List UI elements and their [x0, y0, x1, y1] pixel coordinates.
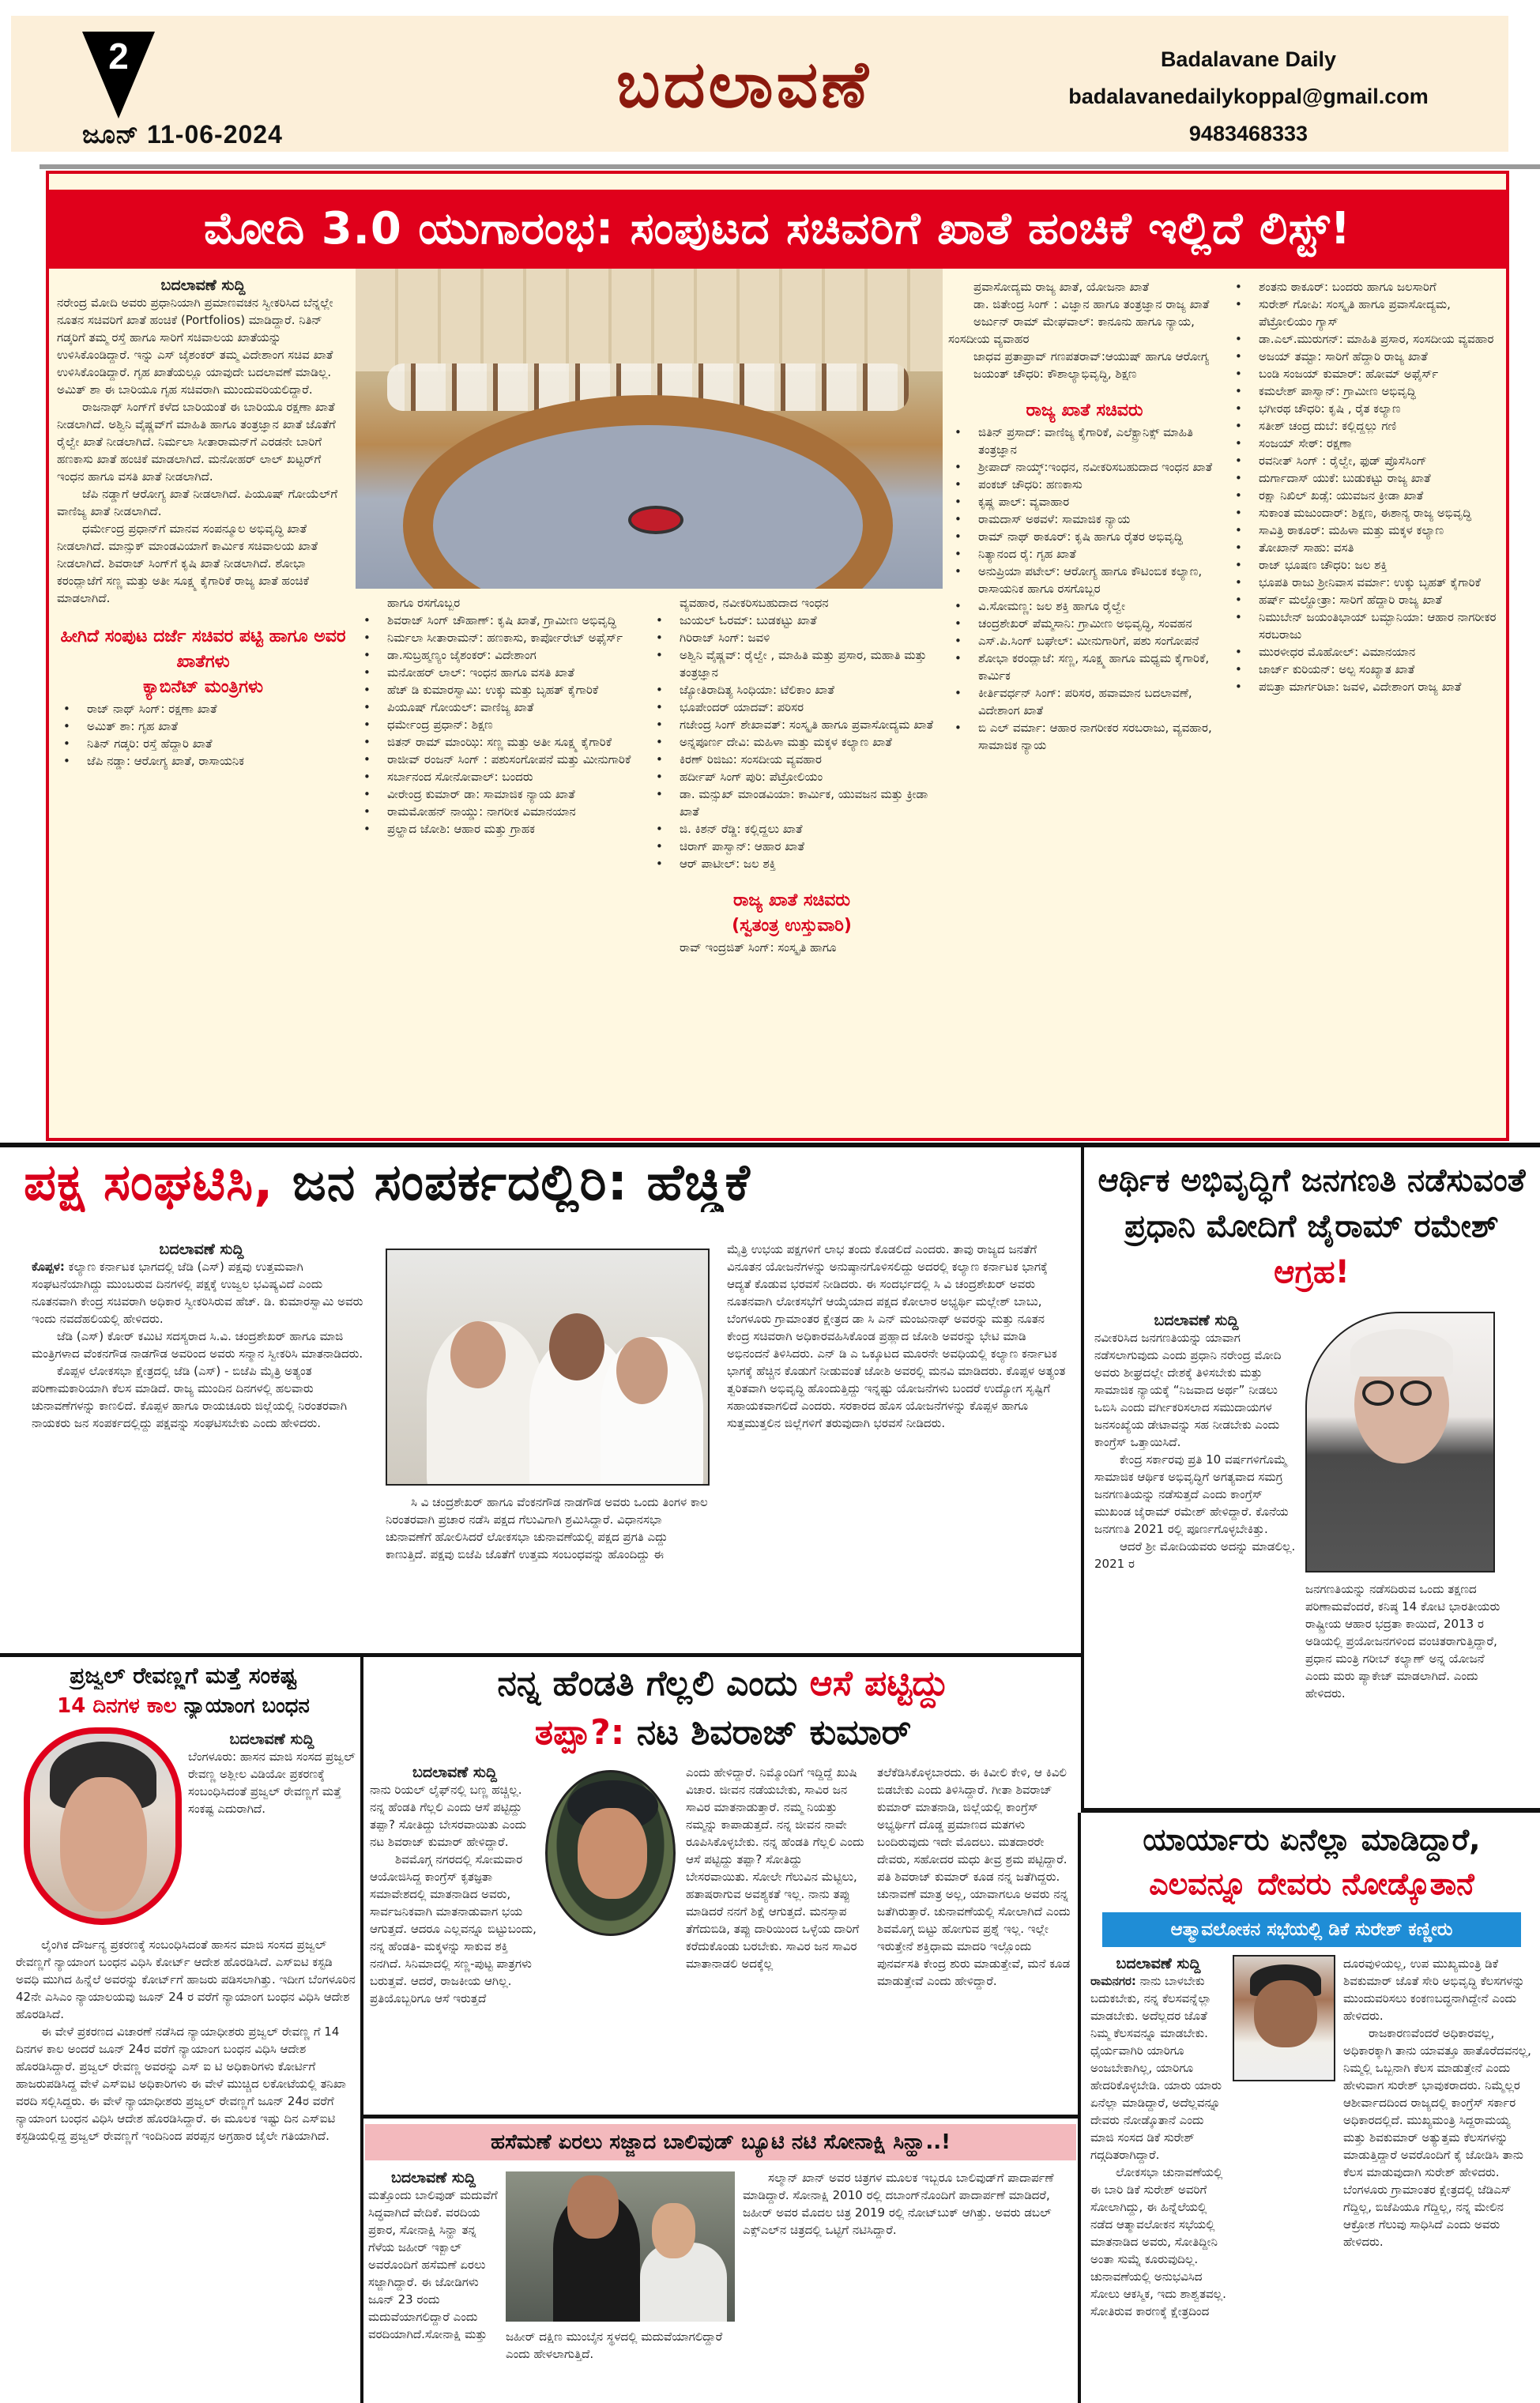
list-item: • ಸತೀಶ್ ಚಂದ್ರ ದುಬೆ: ಕಲ್ಲಿದ್ದಲ್ಲು ಗಣಿ: [1229, 417, 1501, 435]
list-item: • ನಿತಿನ್ ಗಡ್ಕರಿ: ರಸ್ತೆ ಹೆದ್ದಾರಿ ಖಾತೆ: [57, 735, 349, 752]
photo-flower-centerpiece: [628, 506, 683, 534]
list-item: • ಶೋಭಾ ಕರಂದ್ಲಾಜೆ: ಸಣ್ಣ, ಸೂಕ್ಷ್ಮ ಹಾಗೂ ಮಧ್ಯಮ ಕೈಗಾರಿಕೆ, ಕಾರ್ಮಿಕ: [948, 650, 1221, 684]
state-list-1: [948, 424, 1221, 754]
headline-red: 14 ದಿನಗಳ ಕಾಲ: [57, 1694, 177, 1718]
list-item: • ಜೆಪಿ ನಡ್ಡಾ: ಆರೋಗ್ಯ ಖಾತೆ, ರಾಸಾಯನಿಕ: [57, 752, 349, 770]
paragraph: ನವೀಕರಿಸಿದ ಜನಗಣತಿಯನ್ನು ಯಾವಾಗ ನಡೆಸಲಾಗುವುದು ಎಂದು ಪ್ರಧಾನಿ ನರೇಂದ್ರ ಮೋದಿ ಅವರು ಶೀಘ್ರದಲ್ಲೇ ದೇಶಕ್ಕೆ ತಿಳಿಸಬೇಕು ಮತ್ತು ಸಾಮಾಜಿಕ ನ್ಯಾಯಕ್ಕೆ “ನಿಜವಾದ ಅರ್ಥ” ನೀಡಲು ಒಬಿಸಿ ಎಂದು ವರ್ಗೀಕರಿಸಲಾದ ಸಮುದಾಯಗಳ ಜನಸಂಖ್ಯೆಯ ಡೇಟಾವನ್ನು ಸಹ ನೀಡಬೇಕು ಎಂದು ಕಾಂಗ್ರೆಸ್ ಒತ್ತಾಯಿಸಿದೆ.: [1094, 1331, 1282, 1449]
jairam-col-1: [1094, 1312, 1298, 1572]
paragraph: ಶಿವಮೊಗ್ಗ ನಗರದಲ್ಲಿ ಸೋಮವಾರ ಆಯೋಜಿಸಿದ್ದ ಕಾಂಗ್ರೆಸ್ ಕೃತಜ್ಞತಾ ಸಮಾವೇಶದಲ್ಲಿ ಮಾತನಾಡಿದ ಅವರು, ಸಾರ್ವಜನಿಕವಾಗಿ ಮಾತನಾಡುವಾಗ ಭಯ ಆಗುತ್ತದೆ. ಆದರೂ ಎಲ್ಲವನ್ನೂ ಬಿಟ್ಟುಬಂದು, ನನ್ನ ಹೆಂಡತಿ- ಮಕ್ಕಳನ್ನು ಸಾಕುವ ಶಕ್ತಿ ನನಗಿದೆ. ಸಿನಿಮಾದಲ್ಲಿ ಸಣ್ಣ-ಪುಟ್ಟ ಪಾತ್ರಗಳು ಬರುತ್ತವೆ. ಆದರೆ, ರಾಜಕೀಯ ಆಗಿಲ್ಲ. ಪ್ರತಿಯೊಬ್ಬರಿಗೂ ಆಸೆ ಇರುತ್ತದೆ: [370, 1852, 537, 2006]
photo-caption: ಜಹೀರ್ ದಕ್ಷಿಣ ಮುಂಬೈನ ಸ್ಥಳದಲ್ಲಿ ಮದುವೆಯಾಗಲಿದ್ದಾರೆ ಎಂದು ಹೇಳಲಾಗುತ್ತಿದೆ.: [506, 2330, 723, 2361]
dk-suresh-strapline: ಆತ್ಮಾವಲೋಕನ ಸಭೆಯಲ್ಲಿ ಡಿಕೆ ಸುರೇಶ್ ಕಣ್ಣೀರು: [1102, 1912, 1521, 1947]
paragraph: ಜನಗಣತಿಯನ್ನು ನಡೆಸದಿರುವ ಒಂದು ತಕ್ಷಣದ ಪರಿಣಾಮವೆಂದರೆ, ಕನಿಷ್ಠ 14 ಕೋಟಿ ಭಾರತೀಯರು ರಾಷ್ಟ್ರೀಯ ಆಹಾರ ಭದ್ರತಾ ಕಾಯಿದೆ, 2013 ರ ಅಡಿಯಲ್ಲಿ ಪ್ರಯೋಜನಗಳಿಂದ ವಂಚಿತರಾಗುತ್ತಿದ್ದಾರೆ, ಪ್ರಧಾನ ಮಂತ್ರಿ ಗರೀಬ್ ಕಲ್ಯಾಣ್ ಅನ್ನ ಯೋಜನೆ ಎಂದು ಮರು ಪ್ಯಾಕೇಜ್ ಮಾಡಲಾಗಿದೆ. ಎಂದು ಹೇಳಿದರು.: [1305, 1582, 1500, 1701]
byline: ಬದಲಾವಣೆ ಸುದ್ದಿ: [229, 1731, 314, 1748]
paragraph: ಬೆಂಗಳೂರು: ಹಾಸನ ಮಾಜಿ ಸಂಸದ ಪ್ರಜ್ವಲ್ ರೇವಣ್ಣ ಅಶ್ಲೀಲ ವಿಡಿಯೋ ಪ್ರಕರಣಕ್ಕೆ ಸಂಬಂಧಿಸಿದಂತೆ ಪ್ರಜ್ವಲ್ ರೇವಣ್ಣಗೆ ಮತ್ತೆ ಸಂಕಷ್ಟ ಎದುರಾಗಿದೆ.: [188, 1750, 356, 1816]
paragraph: ತಲೆಕೆಡಿಸಿಕೊಳ್ಳಬಾರದು. ಈ ಕಿವೀಲಿ ಕೇಳಿ, ಆ ಕಿವಿಲಿ ಬಿಡಬೇಕು ಎಂದು ತಿಳಿಸಿದ್ದಾರೆ. ಗೀತಾ ಶಿವರಾಜ್ ಕುಮಾರ್ ಮಾತನಾಡಿ, ಜಿಲ್ಲೆಯಲ್ಲಿ ಕಾಂಗ್ರೆಸ್ ಅಭ್ಯರ್ಥಿಗೆ ದೊಡ್ಡ ಪ್ರಮಾಣದ ಮತಗಳು ಬಂದಿರುವುದು ಇದೇ ಮೊದಲು. ಮತದಾರರೇ ದೇವರು, ಸಹೋದರ ಮಧು ತೀವ್ರ ಶ್ರಮ ಪಟ್ಟಿದ್ದಾರೆ. ಪತಿ ಶಿವರಾಜ್ ಕುಮಾರ್ ಕೂಡ ನನ್ನ ಜತೆಗಿದ್ದರು. ಚುನಾವಣೆ ಮಾತ್ರ ಅಲ್ಲ, ಯಾವಾಗಲೂ ಅವರು ನನ್ನ ಜತೆಗಿರುತ್ತಾರೆ. ಚುನಾವಣೆಯಲ್ಲಿ ಸೋಲಾಗಿದೆ ಎಂದು ಶಿವಮೊಗ್ಗ ಬಿಟ್ಟು ಹೋಗುವ ಪ್ರಶ್ನೆ ಇಲ್ಲ. ಇಲ್ಲೇ ಇರುತ್ತೇನೆ ಶಕ್ತಿಧಾಮ ಮಾದರಿ ಇಲ್ಲೊಂದು ಪುನರ್ವಸತಿ ಕೇಂದ್ರ ಶುರು ಮಾಡುತ್ತೇವೆ, ಮನೆ ಕೂಡ ಮಾಡುತ್ತೇವೆ ಎಂದು ಹೇಳಿದ್ದಾರೆ.: [877, 1765, 1071, 1988]
cabinet-col-1: [57, 277, 349, 770]
list-item: • ಸಂಜಯ್ ಸೇಠ್: ರಕ್ಷಣಾ: [1229, 435, 1501, 452]
list-item: • ಜುಯಲ್ ಓರಮ್: ಬುಡಕಟ್ಟು ಖಾತೆ: [650, 612, 934, 629]
list-item: • ಡಾ. ಮನ್ಸುಖ್ ಮಾಂಡವಿಯಾ: ಕಾರ್ಮಿಕ, ಯುವಜನ ಮತ್ತು ಕ್ರೀಡಾ ಖಾತೆ: [650, 785, 934, 820]
list-item: • ಪಬಿತ್ರಾ ಮಾರ್ಗರಿಟಾ: ಜವಳಿ, ವಿದೇಶಾಂಗ ರಾಜ್ಯ ಖಾತೆ: [1229, 678, 1501, 695]
party-col-1: [32, 1241, 371, 1432]
state-heading: ರಾಜ್ಯ ಖಾತೆ ಸಚಿವರು: [1026, 401, 1143, 420]
list-item: • ಧರ್ಮೇಂದ್ರ ಪ್ರಧಾನ್: ಶಿಕ್ಷಣ: [357, 716, 642, 733]
list-item: • ಶಿವರಾಜ್ ಸಿಂಗ್ ಚೌಹಾಣ್: ಕೃಷಿ ಖಾತೆ, ಗ್ರಾಮೀಣ ಅಭಿವೃದ್ಧಿ: [357, 612, 642, 629]
list-item: • ರಾಮ್ ನಾಥ್ ಠಾಕೂರ್: ಕೃಷಿ ಹಾಗೂ ರೈತರ ಅಭಿವೃದ್ಧಿ: [948, 528, 1221, 545]
issue-date: ಜೂನ್ 11-06-2024: [82, 120, 283, 149]
column-divider: [360, 1657, 363, 2403]
jairam-headline: [1090, 1158, 1533, 1295]
photo-hair: [1350, 1329, 1453, 1377]
list-item: • ಗಿರಿರಾಜ್ ಸಿಂಗ್: ಜವಳಿ: [650, 629, 934, 646]
headline-red: ಪಕ್ಷ ಸಂಘಟಿಸಿ,: [24, 1154, 274, 1212]
prajwal-intro: [188, 1731, 356, 1817]
list-item: • ಜಾರ್ಜ್ ಕುರಿಯನ್: ಅಲ್ಪ ಸಂಖ್ಯಾತ ಖಾತೆ: [1229, 661, 1501, 678]
dateline: ಕೊಪ್ಪಳ:: [32, 1260, 65, 1274]
list-item: • ಪಂಕಜ್ ಚೌಧರಿ: ಹಣಕಾಸು: [948, 476, 1221, 493]
list-item: • ಬಂಡಿ ಸಂಜಯ್ ಕುಮಾರ್: ಹೋಮ್ ಅಫೈರ್ಸ್: [1229, 365, 1501, 382]
list-item: • ರಾಜೀವ್ ರಂಜನ್ ಸಿಂಗ್ : ಪಶುಸಂಗೋಪನೆ ಮತ್ತು ಮೀನುಗಾರಿಕೆ: [357, 751, 642, 768]
list-item: • ರಕ್ಷಾ ನಿಖಿಲ್ ಖಡ್ಸೆ: ಯುವಜನ ಕ್ರೀಡಾ ಖಾತೆ: [1229, 487, 1501, 504]
dk-suresh-headline: [1090, 1817, 1533, 1906]
list-item: ಪ್ರವಾಸೋದ್ಯಮ ರಾಜ್ಯ ಖಾತೆ, ಯೋಜನಾ ಖಾತೆ: [973, 280, 1150, 294]
paragraph: ಕಲ್ಯಾಣ ಕರ್ನಾಟಕ ಭಾಗದಲ್ಲಿ ಜೆಡಿ (ಎಸ್) ಪಕ್ಷವು ಉತ್ತಮವಾಗಿ ಸಂಘಟನೆಯಾಗಿದ್ದು ಮುಂಬರುವ ದಿನಗಳಲ್ಲಿ ಪಕ್ಷಕ್ಕೆ ಉಜ್ವಲ ಭವಿಷ್ಯವಿದೆ ಎಂದು ನೂತನವಾಗಿ ಕೇಂದ್ರ ಸಚಿವರಾಗಿ ಅಧಿಕಾರ ಸ್ವೀಕರಿಸಿರುವ ಹೆಚ್. ಡಿ. ಕುಮಾರಸ್ವಾಮಿ ಅವರು ಇಂದು ನವದೆಹಲಿಯಲ್ಲಿ ಹೇಳಿದರು.: [32, 1260, 363, 1326]
cabinet-headline: ಮೋದಿ 3.0 ಯುಗಾರಂಭ: ಸಂಪುಟದ ಸಚಿವರಿಗೆ ಖಾತೆ ಹಂಚಿಕೆ ಇಲ್ಲಿದೆ ಲಿಸ್ಟ್!: [47, 190, 1508, 269]
contact-email[interactable]: badalavanedailykoppal@gmail.com: [1068, 85, 1429, 108]
column-divider: [1081, 1147, 1084, 1811]
list-continuation: ಹಾಗೂ ರಸಗೊಬ್ಬರ: [387, 596, 461, 610]
shivraj-col-3: [877, 1764, 1075, 1990]
column-divider: [1078, 1813, 1081, 2403]
list-item: • ಗಜೇಂದ್ರ ಸಿಂಗ್ ಶೇಖಾವತ್: ಸಂಸ್ಕೃತಿ ಹಾಗೂ ಪ್ರವಾಸೋದ್ಯಮ ಖಾತೆ: [650, 716, 934, 733]
cabinet-list-2: [357, 612, 642, 838]
photo-face: [616, 1337, 668, 1404]
list-item: • ಅನ್ನಪೂರ್ಣ ದೇವಿ: ಮಹಿಳಾ ಮತ್ತು ಮಕ್ಕಳ ಕಲ್ಯಾಣ ಖಾತೆ: [650, 733, 934, 751]
party-headline: [24, 1154, 1075, 1212]
newspaper-logo: ಬದಲಾವಣೆ: [616, 47, 872, 122]
list-item: • ಅಶ್ವಿನಿ ವೈಷ್ಣವ್: ರೈಲ್ವೇ , ಮಾಹಿತಿ ಮತ್ತು ಪ್ರಸಾರ, ಮಹಾತಿ ಮತ್ತು ತಂತ್ರಜ್ಞಾನ: [650, 646, 934, 681]
byline: ಬದಲಾವಣೆ ಸುದ್ದಿ: [412, 1764, 497, 1781]
section-divider: [0, 1653, 1081, 1657]
paragraph: ಮೈತ್ರಿ ಉಭಯ ಪಕ್ಷಗಳಿಗೆ ಲಾಭ ತಂದು ಕೊಡಲಿದೆ ಎಂದರು. ತಾವು ರಾಜ್ಯದ ಜನತೆಗೆ ವಿನೂತನ ಯೋಜನೆಗಳನ್ನು ಅನುಷ್ಠಾನಗೊಳಿಸಲಿದ್ದು ಅದರಲ್ಲಿ ಕಲ್ಯಾಣ ಕರ್ನಾಟಕ ಭಾಗಕ್ಕೆ ಆದ್ಯತೆ ಕೊಡುವ ಭರವಸೆ ನೀಡಿದರು. ಈ ಸಂದರ್ಭದಲ್ಲಿ ಸಿ ವಿ ಚಂದ್ರಶೇಖರ್ ಅವರು ನೂತನವಾಗಿ ಲೋಕಸಭೆಗೆ ಆಯ್ಕೆಯಾದ ಪಕ್ಷದ ಕೋಲಾರ ಅಭ್ಯರ್ಥಿ ಮಲ್ಲೇಶ್ ಬಾಬು, ಬೆಂಗಳೂರು ಗ್ರಾಮಾಂತರ ಕ್ಷೇತ್ರದ ಡಾ ಸಿ ಎನ್ ಮಂಜುನಾಥ್ ಅವರನ್ನು ಮತ್ತು ನೂತನ ಕೇಂದ್ರ ಸಚಿವರಾಗಿ ಅಧಿಕಾರವಹಿಸಿಕೊಂಡ ಪ್ರಹ್ಲಾದ ಜೋಶಿ ಅವರನ್ನು ಭೇಟಿ ಮಾಡಿ ಅಭಿನಂದನೆ ತಿಳಿಸಿದರು. ಎನ್ ಡಿ ಎ ಒಕ್ಕೂಟದ ಮೂರನೇ ಅವಧಿಯಲ್ಲಿ ಕಲ್ಯಾಣ ಕರ್ನಾಟಕ ಭಾಗಕ್ಕೆ ಹೆಚ್ಚಿನ ಕೊಡುಗೆ ನೀಡುವಂತೆ ಜೋಶಿ ಅವರಲ್ಲಿ ಮನವಿ ಮಾಡಿದರು. ಕೊಪ್ಪಳ ಅತ್ಯಂತ ತ್ವರಿತವಾಗಿ ಅಭಿವೃದ್ಧಿ ಹೊಂದುತ್ತಿದ್ದು ಇನ್ನಷ್ಟು ಯೋಜನೆಗಳು ಬಂದರೆ ಉದ್ಯೋಗ ಸೃಷ್ಟಿಗೆ ಸಹಾಯಕವಾಗಲಿದೆ ಎಂದರು. ಸರಕಾರದ ಹೊಸ ಯೋಜನೆಗಳನ್ನು ಕೊಪ್ಪಳ ಹಾಗೂ ಸುತ್ತಮುತ್ತಲಿನ ಜಿಲ್ಲೆಗಳಿಗೆ ತರುವುದಾಗಿ ಭರವಸೆ ನೀಡಿದರು.: [727, 1242, 1066, 1430]
section-divider: [1081, 1808, 1540, 1813]
prajwal-headline: ಪ್ರಜ್ವಲ್ ರೇವಣ್ಣಗೆ ಮತ್ತೆ ಸಂಕಷ್ಟ: [70, 1663, 297, 1689]
list-item: • ರಾಜ್ ನಾಥ್ ಸಿಂಗ್: ರಕ್ಷಣಾ ಖಾತೆ: [57, 700, 349, 718]
list-item: • ದುರ್ಗಾದಾಸ್ ಯುಕೆ: ಬುಡುಕಟ್ಟು ರಾಜ್ಯ ಖಾತೆ: [1229, 469, 1501, 487]
prajwal-subheadline: [11, 1694, 356, 1719]
headline-black: ಜನ ಸಂಪರ್ಕದಲ್ಲಿರಿ: ಹೆಚ್ಡಿಕೆ: [292, 1154, 751, 1212]
cabinet-meeting-photo: [356, 269, 943, 589]
photo-face: [567, 2175, 619, 2239]
cabinet-heading: ಕ್ಯಾಬಿನೆಟ್ ಮಂತ್ರಿಗಳು: [143, 677, 263, 697]
headline-black: ನಟ ಶಿವರಾಜ್ ಕುಮಾರ್: [636, 1712, 912, 1753]
prajwal-revanna-photo: [24, 1727, 182, 1925]
headline-black: ನನ್ನ ಹೆಂಡತಿ ಗೆಲ್ಲಲಿ ಎಂದು: [497, 1663, 798, 1704]
list-item: • ರಾಮಮೋಹನ್ ನಾಯ್ಡು: ನಾಗರೀಕ ವಿಮಾನಯಾನ: [357, 803, 642, 820]
shivraj-kumar-photo: [545, 1770, 676, 1936]
paragraph: ಧರ್ಮೇಂದ್ರ ಪ್ರಧಾನ್‌ಗೆ ಮಾನವ ಸಂಪನ್ಮೂಲ ಅಭಿವೃದ್ಧಿ ಖಾತೆ ನೀಡಲಾಗಿದೆ. ಮಾನ್ಸುಕ್ ಮಾಂಡವಿಯಾಗೆ ಕಾರ್ಮಿಕ ಸಚಿವಾಲಯ ಖಾತೆ ನೀಡಲಾಗಿದೆ. ಶಿವರಾಜ್ ಸಿಂಗ್‌ಗೆ ಕೃಷಿ ಖಾತೆ ನೀಡಲಾಗಿದೆ. ಶೋಭಾ ಕರಂದ್ಲಾಜೆಗೆ ಸಣ್ಣ ಮತ್ತು ಅತೀ ಸೂಕ್ಷ್ಮ ಕೈಗಾರಿಕೆ ರಾಜ್ಯ ಖಾತೆ ಹಂಚಿಕೆ ಮಾಡಲಾಗಿದೆ.: [57, 522, 318, 605]
headline-red: ಆಗ್ರಹ!: [1274, 1254, 1350, 1290]
headline-black: ನ್ಯಾಯಾಂಗ ಬಂಧನ: [183, 1694, 310, 1718]
list-item: • ಜಿತಿನ್ ಪ್ರಸಾದ್: ವಾಣಿಜ್ಯ ಕೈಗಾರಿಕೆ, ಎಲೆಕ್ಟ್ರಾನಿಕ್ಸ್ ಮಾಹಿತಿ ತಂತ್ರಜ್ಞಾನ: [948, 424, 1221, 458]
list-item: • ರಾಮದಾಸ್ ಅಠವಳೆ: ಸಾಮಾಜಿಕ ನ್ಯಾಯ: [948, 510, 1221, 528]
header-divider: [40, 164, 1540, 169]
contact-phone: 9483468333: [1188, 122, 1308, 145]
paragraph: ಈ ವೇಳೆ ಪ್ರಕರಣದ ವಿಚಾರಣೆ ನಡೆಸಿದ ನ್ಯಾಯಾಧೀಶರು ಪ್ರಜ್ವಲ್ ರೇವಣ್ಣ ಗೆ 14 ದಿನಗಳ ಕಾಲ ಅಂದರೆ ಜೂನ್ 24ರ ವರೆಗೆ ನ್ಯಾಯಾಂಗ ಬಂಧನ ವಿಧಿಸಿ ಆದೇಶ ಹೊರಡಿಸಿದ್ದಾರೆ. ಪ್ರಜ್ವಲ್ ರೇವಣ್ಣ ಅವರನ್ನು ಎಸ್ ಐ ಟಿ ಅಧಿಕಾರಿಗಳು ಕೋರ್ಟಿಗೆ ಹಾಜರುಪಡಿಸಿದ್ದ ವೇಳೆ ಎಸ್‌ಐಟಿ ಅಧಿಕಾರಿಗಳು ಈ ವೇಳೆ ಮುಚ್ಚಿದ ಲಕೋಟೆಯಲ್ಲಿ ತನಿಖಾ ವರದಿ ಸಲ್ಲಿಸಿದ್ದರು. ಈ ವೇಳೆ ನ್ಯಾಯಾಧೀಶರು ಪ್ರಜ್ವಲ್ ರೇವಣ್ಣಗೆ ಜೂನ್ 24ರ ವರೆಗೆ ನ್ಯಾಯಾಂಗ ಬಂಧನ ವಿಧಿಸಿ ಆದೇಶ ಹೊರಡಿಸಿದ್ದಾರೆ. ಈ ಮೂಲಕ ಇಷ್ಟು ದಿನ ಎಸ್‌ಐಟಿ ಕಸ್ಟಡಿಯಲ್ಲಿದ್ದ ಪ್ರಜ್ವಲ್ ರೇವಣ್ಣಗೆ ಇಂದಿನಿಂದ ಪರಪ್ಪನ ಅಗ್ರಹಾರ ಜೈಲೇ ಗತಿಯಾಗಿದೆ.: [16, 2024, 346, 2143]
list-item: • ಅನುಪ್ರಿಯಾ ಪಟೇಲ್: ಆರೋಗ್ಯ ಹಾಗೂ ಕೌಟಿಂಬಿಕ ಕಲ್ಯಾಣ, ರಾಸಾಯನಿಕ ಹಾಗೂ ರಸಗೊಬ್ಬರ: [948, 563, 1221, 597]
sonakshi-col-2: [506, 2328, 735, 2363]
dateline: ರಾಮನಗರ:: [1090, 1974, 1136, 1988]
dk-suresh-photo: [1233, 1955, 1335, 2081]
photo-face: [578, 1808, 647, 1899]
photo-glasses: [1362, 1380, 1394, 1406]
list-item: • ಡಾ.ಸುಬ್ರಹ್ಮಣ್ಯಂ ಜೈಶಂಕರ್: ವಿದೇಶಾಂಗ: [357, 646, 642, 664]
list-item: • ಆರ್ ಪಾಟೀಲ್: ಜಲ ಶಕ್ತಿ: [650, 855, 934, 872]
section-divider: [0, 1143, 1540, 1147]
cabinet-col-4: [948, 278, 1221, 754]
list-item: • ಮನೋಹರ್ ಲಾಲ್: ಇಂಧನ ಹಾಗೂ ವಸತಿ ಖಾತೆ: [357, 664, 642, 681]
page-number: 2: [108, 36, 129, 77]
sonakshi-zaheer-photo: [506, 2171, 735, 2322]
section-divider: [360, 2115, 1079, 2119]
list-item: • ಬಿ ಎಲ್ ವರ್ಮಾ: ಆಹಾರ ನಾಗರೀಕರ ಸರಬರಾಜು, ವ್ಯವಹಾರ, ಸಾಮಾಜಿಕ ನ್ಯಾಯ: [948, 719, 1221, 754]
photo-face: [60, 1777, 147, 1911]
paragraph: ಲೋಕಸಭಾ ಚುನಾವಣೆಯಲ್ಲಿ ಈ ಬಾರಿ ಡಿಕೆ ಸುರೇಶ್ ಅವರಿಗೆ ಸೋಲಾಗಿದ್ದು, ಈ ಹಿನ್ನೆಲೆಯಲ್ಲಿ ನಡೆದ ಆತ್ಮಾವಲೋಕನ ಸಭೆಯಲ್ಲಿ ಮಾತನಾಡಿದ ಅವರು, ಸೋತಿದ್ದೀನಿ ಅಂತಾ ಸುಮ್ನೆ ಕೂರುವುದಿಲ್ಲ. ಚುನಾವಣೆಯಲ್ಲಿ ಅನುಭವಿಸಿದ ಸೋಲು ಆಕಸ್ಮಿಕ, ಇದು ಶಾಶ್ವತವಲ್ಲ. ಸೋತಿರುವ ಕಾರಣಕ್ಕೆ ಕ್ಷೇತ್ರದಿಂದ: [1090, 2165, 1226, 2318]
paragraph: ಜೆಪಿ ನಡ್ಡಾಗೆ ಆರೋಗ್ಯ ಖಾತೆ ನೀಡಲಾಗಿದೆ. ಪಿಯೂಷ್ ಗೋಯೆಲ್‌ಗೆ ವಾಣಿಜ್ಯ ಖಾತೆ ನೀಡಲಾಗಿದೆ.: [57, 487, 338, 518]
prajwal-body: [16, 1936, 356, 2145]
photo-face: [1254, 1980, 1317, 2047]
list-item: • ಎಸ್.ಪಿ.ಸಿಂಗ್ ಬಘೇಲ್: ಮೀನುಗಾರಿಗೆ, ಪಶು ಸಂಗೋಪನೆ: [948, 632, 1221, 650]
list-item: • ಚಿರಾಗ್ ಪಾಸ್ವಾನ್: ಆಹಾರ ಖಾತೆ: [650, 838, 934, 855]
paragraph: ಸಲ್ಮಾನ್ ಖಾನ್ ಅವರ ಚಿತ್ರಗಳ ಮೂಲಕ ಇಬ್ಬರೂ ಬಾಲಿವುಡ್‌ಗೆ ಪಾದಾರ್ಪಣೆ ಮಾಡಿದ್ದಾರೆ. ಸೋನಾಕ್ಷಿ 2010 ರಲ್ಲಿ ದಬಾಂಗ್‌ನೊಂದಿಗೆ ಪಾದಾರ್ಪಣೆ ಮಾಡಿದರೆ, ಜಹೀರ್ ಅವರ ಮೊದಲ ಚಿತ್ರ 2019 ರಲ್ಲಿ ನೋಟ್‌ಬುಕ್ ಆಗಿತ್ತು. ಅವರು ಡಬಲ್ ಎಕ್ಸ್‌ಎಲ್‌ನ ಚಿತ್ರದಲ್ಲಿ ಒಟ್ಟಿಗೆ ನಟಿಸಿದ್ದಾರೆ.: [743, 2171, 1054, 2237]
state-list-2: [1229, 278, 1501, 695]
party-col-3: [727, 1241, 1071, 1432]
list-item: • ನಿತ್ಯಾನಂದ ರೈ: ಗೃಹ ಖಾತೆ: [948, 545, 1221, 563]
jairam-ramesh-photo: [1305, 1312, 1495, 1572]
list-item: • ರಾಜ್ ಭೂಷಣ ಚೌಧರಿ: ಜಲ ಶಕ್ತಿ: [1229, 556, 1501, 574]
list-item: • ಭೂಪೇಂದರ್ ಯಾದವ್: ಪರಿಸರ: [650, 699, 934, 716]
list-item: • ನಿರ್ಮಲಾ ಸೀತಾರಾಮನ್: ಹಣಕಾಸು, ಕಾರ್ಪೋರೇಟ್ ಅಫೈರ್ಸ್: [357, 629, 642, 646]
contact-block: [1051, 41, 1446, 153]
jairam-col-2: [1305, 1580, 1503, 1702]
shivraj-col-1: [370, 1764, 540, 2007]
list-item: • ಚಂದ್ರಶೇಖರ್ ಪೆಮ್ಮಸಾನಿ: ಗ್ರಾಮೀಣ ಅಭಿವೃದ್ಧಿ, ಸಂವಹನ: [948, 615, 1221, 632]
list-heading: ಹೀಗಿದೆ ಸಂಪುಟ ದರ್ಜೆ ಸಚಿವರ ಪಟ್ಟಿ ಹಾಗೂ ಅವರ ಖಾತೆಗಳು: [60, 627, 346, 672]
list-item: • ಅಜಯ್ ತಮ್ಟಾ: ಸಾರಿಗೆ ಹೆದ್ದಾರಿ ರಾಜ್ಯ ಖಾತೆ: [1229, 348, 1501, 365]
shivraj-col-2: [686, 1764, 868, 1972]
paragraph: ಆದರೆ ಶ್ರೀ ಮೋದಿಯವರು ಅದನ್ನು ಮಾಡಲಿಲ್ಲ. 2021 ರ: [1094, 1539, 1296, 1571]
photo-round-table: [403, 395, 893, 589]
list-item: ಅರ್ಜುನ್ ರಾಮ್ ಮೇಘವಾಲ್: ಕಾನೂನು ಹಾಗೂ ನ್ಯಾಯ, ಸಂಸದೀಯ ವ್ಯವಾಹರ: [948, 314, 1195, 346]
photo-face: [549, 1313, 604, 1380]
list-item: • ಸಾವಿತ್ರಿ ಠಾಕೂರ್: ಮಹಿಳಾ ಮತ್ತು ಮಕ್ಕಳ ಕಲ್ಯಾಣ: [1229, 522, 1501, 539]
list-item: ಜಯಂತ್ ಚೌಧರಿ: ಕೌಶಾಲ್ಯಾಭಿವೃದ್ಧಿ, ಶಿಕ್ಷಣ: [973, 367, 1137, 381]
publication-name: Badalavane Daily: [1160, 47, 1337, 71]
independent-heading: ರಾಜ್ಯ ಖಾತೆ ಸಚಿವರು: [732, 891, 851, 910]
list-item: ರಾವ್ ಇಂದ್ರಜಿತ್ ಸಿಂಗ್: ಸಂಸ್ಕೃತಿ ಹಾಗೂ: [680, 940, 837, 955]
paragraph: ನಾನು ಬಾಳಬೇಕು ಬದುಕಬೇಕು, ನನ್ನ ಕೆಲಸವನ್ನೆಲ್ಲಾ ಮಾಡಬೇಕು. ಅದೆಲ್ಲದರ ಜೊತೆ ನಿಮ್ಮ ಕೆಲಸವನ್ನೂ ಮಾಡಬೇಕು. ಧೈರ್ಯವಾಗಿರಿ ಯಾರಿಗೂ ಅಂಜಬೇಕಾಗಿಲ್ಲ, ಯಾರಿಗೂ ಹೇದರಿಕೊಳ್ಳಬೇಡಿ. ಯಾರು ಯಾರು ಏನೆಲ್ಲಾ ಮಾಡಿದ್ದಾರೆ, ಅದೆಲ್ಲವನ್ನೂ ದೇವರು ನೋಡ್ಕೊತಾನೆ ಎಂದು ಮಾಜಿ ಸಂಸದ ಡಿಕೆ ಸುರೇಶ್ ಗದ್ಗದಿತರಾಗಿದ್ದಾರೆ.: [1090, 1974, 1222, 2162]
byline: ಬದಲಾವಣೆ ಸುದ್ದಿ: [159, 1241, 244, 1258]
sonakshi-headline: ಹಸೆಮಣೆ ಏರಲು ಸಜ್ಜಾದ ಬಾಲಿವುಡ್ ಬ್ಯೂಟಿ ನಟಿ ಸೋನಾಕ್ಷಿ ಸಿನ್ಹಾ..!: [365, 2124, 1076, 2160]
list-item: • ಜ್ಯೋತಿರಾದಿತ್ಯ ಸಿಂಧಿಯಾ: ಟೆಲಿಕಾಂ ಖಾತೆ: [650, 681, 934, 699]
byline: ಬದಲಾವಣೆ ಸುದ್ದಿ: [1154, 1312, 1239, 1329]
list-item: • ಪ್ರಲ್ಹಾದ ಜೋಶಿ: ಆಹಾರ ಮತ್ತು ಗ್ರಾಹಕ: [357, 820, 642, 838]
paragraph: ಕೇಂದ್ರ ಸರ್ಕಾರವು ಪ್ರತಿ 10 ವರ್ಷಗಳಿಗೊಮ್ಮೆ ಸಾಮಾಜಿಕ ಆರ್ಥಿಕ ಅಭಿವೃದ್ಧಿಗೆ ಅಗತ್ಯವಾದ ಸಮಗ್ರ ಜನಗಣತಿಯನ್ನು ನಡೆಸುತ್ತದೆ ಎಂದು ಕಾಂಗ್ರೆಸ್ ಮುಖಂಡ ಜೈರಾಮ್ ರಮೇಶ್ ಹೇಳಿದ್ದಾರೆ. ಕೊನೆಯ ಜನಗಣತಿ 2021 ರಲ್ಲಿ ಪೂರ್ಣಗೊಳ್ಳಬೇಕಿತ್ತು.: [1094, 1452, 1289, 1536]
list-item: • ಕೃಷ್ಣ ಪಾಲ್: ವ್ಯವಾಹಾರ: [948, 493, 1221, 510]
list-item: • ಭಗೀರಥ ಚೌಧರಿ: ಕೃಷಿ , ರೈತ ಕಲ್ಯಾಣ: [1229, 400, 1501, 417]
list-item: ಜಾಧವ ಪ್ರತಾಪ್ರಾವ್ ಗಣಪತರಾವ್:ಆಯುಷ್ ಹಾಗೂ ಆರೋಗ್ಯ: [973, 349, 1210, 363]
independent-subheading: (ಸ್ವತಂತ್ರ ಉಸ್ತುವಾರಿ): [732, 916, 852, 936]
list-item: • ಕಮಲೇಶ್ ಪಾಸ್ವಾನ್: ಗ್ರಾಮೀಣ ಅಭಿವೃದ್ಧಿ: [1229, 382, 1501, 400]
list-item: • ಭೂಪತಿ ರಾಜು ಶ್ರೀನಿವಾಸ ವರ್ಮಾ: ಉಕ್ಕು ಬೃಹತ್ ಕೈಗಾರಿಕೆ: [1229, 574, 1501, 591]
headline-black: ಆರ್ಥಿಕ ಅಭಿವೃದ್ಧಿಗೆ ಜನಗಣತಿ ನಡೆಸುವಂತೆ ಪ್ರಧಾನಿ ಮೋದಿಗೆ ಜೈರಾಮ್ ರಮೇಶ್: [1098, 1162, 1526, 1245]
dk-suresh-col-2: [1343, 1955, 1533, 2250]
list-item: • ಸುರೇಶ್ ಗೋಪಿ: ಸಂಸ್ಕೃತಿ ಹಾಗೂ ಪ್ರವಾಸೋದ್ಯಮ, ಪೆಟ್ರೋಲಿಯಂ ಗ್ಯಾಸ್: [1229, 296, 1501, 330]
photo-caption: ಸಿ ವಿ ಚಂದ್ರಶೇಖರ್ ಹಾಗೂ ವೆಂಕನಗೌಡ ನಾಡಗೌಡ ಅವರು ಒಂದು ತಿಂಗಳ ಕಾಲ ನಿರಂತರವಾಗಿ ಪ್ರಚಾರ ನಡೆಸಿ ಪಕ್ಷದ ಗೆಲುವಿಗಾಗಿ ಶ್ರಮಿಸಿದ್ದಾರೆ. ವಿಧಾನಸಭಾ ಚುನಾವಣೆಗೆ ಹೋಲಿಸಿದರೆ ಲೋಕಸಭಾ ಚುನಾವಣೆಯಲ್ಲಿ ಪಕ್ಷದ ಪ್ರಗತಿ ಎದ್ದು ಕಾಣುತ್ತಿದೆ. ಪಕ್ಷವು ಬಿಜೆಪಿ ಜೊತೆಗೆ ಉತ್ತಮ ಸಂಬಂಧವನ್ನು ಹೊಂದಿದ್ದು ಈ: [386, 1495, 708, 1561]
list-item: • ಸರ್ಬಾನಂದ ಸೋನೋವಾಲ್: ಬಂದರು: [357, 768, 642, 785]
list-item: • ಹರ್ದೀಪ್ ಸಿಂಗ್ ಪುರಿ: ಪೆಟ್ರೋಲಿಯಂ: [650, 768, 934, 785]
headline-red: ಎಲವನ್ನೂ ದೇವರು ನೋಡ್ಕೊತಾನೆ: [1149, 1866, 1474, 1901]
photo-wall-panels: [356, 269, 943, 371]
list-item: • ಜಿ. ಕಿಶನ್ ರೆಡ್ಡಿ: ಕಲ್ಲಿದ್ದಲು ಖಾತೆ: [650, 820, 934, 838]
headline-red: ಆಸೆ ಪಟ್ಟಿದ್ದು: [809, 1663, 949, 1704]
list-continuation: ವ್ಯವಹಾರ, ನವೀಕರಿಸಬಹುದಾದ ಇಂಧನ: [680, 596, 829, 610]
list-item: • ಜಿತನ್ ರಾಮ್ ಮಾಂಝಿ: ಸಣ್ಣ ಮತ್ತು ಅತೀ ಸೂಕ್ಷ್ಮ ಕೈಗಾರಿಕೆ: [357, 733, 642, 751]
paragraph: ದೂರವುಳಿಯಲ್ಲ, ಉಪ ಮುಖ್ಯಮಂತ್ರಿ ಡಿಕೆ ಶಿವಕುಮಾರ್ ಜೊತೆ ಸೇರಿ ಅಭಿವೃದ್ಧಿ ಕೆಲಸಗಳನ್ನು ಮುಂದುವರಿಸಲು ಕಂಕಣಬದ್ಧನಾಗಿದ್ದೇನೆ ಎಂದು ಹೇಳಿದರು.: [1343, 1957, 1525, 2023]
cabinet-col-2: [357, 594, 642, 838]
list-item: • ತೋಖಾನ್ ಸಾಹು: ವಸತಿ: [1229, 539, 1501, 556]
list-item: • ವೀರೇಂದ್ರ ಕುಮಾರ್ ಡಾ: ಸಾಮಾಜಿಕ ನ್ಯಾಯ ಖಾತೆ: [357, 785, 642, 803]
list-item: • ಹರ್ಷ್ ಮಲ್ಹೋತ್ರಾ: ಸಾರಿಗೆ ಹೆದ್ದಾರಿ ರಾಜ್ಯ ಖಾತೆ: [1229, 591, 1501, 608]
byline: ಬದಲಾವಣೆ ಸುದ್ದಿ: [391, 2169, 476, 2186]
paragraph: ಎಂದು ಹೇಳಿದ್ದಾರೆ. ನಿಮ್ಮೊಂದಿಗೆ ಇದ್ದಿದ್ದೆ ಖುಷಿ ವಿಚಾರ. ಜೀವನ ನಡೆಯಬೇಕು, ಸಾವಿರ ಜನ ಸಾವಿರ ಮಾತನಾಡುತ್ತಾರೆ. ನಮ್ಮ ನಿಯತ್ತು ನಮ್ಮನ್ನು ಕಾಪಾಡುತ್ತದೆ. ನನ್ನ ಜೀವನ ನಾವೇ ರೂಪಿಸಿಕೊಳ್ಳಬೇಕು. ನನ್ನ ಹೆಂಡತಿ ಗೆಲ್ಲಲಿ ಎಂದು ಆಸೆ ಪಟ್ಟಿದ್ದು ತಪ್ಪಾ? ಸೋತಿದ್ದು ಬೇಸರವಾಯಿತು. ಸೋಲೇ ಗೆಲುವಿನ ಮೆಟ್ಟಿಲು, ಹತಾಷರಾಗುವ ಅವಶ್ಯಕತೆ ಇಲ್ಲ. ನಾನು ತಪ್ಪು ಮಾಡಿದರೆ ನನಗೆ ಶಿಕ್ಷೆ ಆಗುತ್ತದೆ. ಮನಸ್ತಾಪ ತೆಗೆದುಬಿಡಿ, ತಪ್ಪು ದಾರಿಯಿಂದ ಒಳ್ಳೆಯ ದಾರಿಗೆ ಕರೆದುಕೊಂಡು ಬರಬೇಕು. ಸಾವಿರ ಜನ ಸಾವಿರ ಮಾತಾನಾಡಲಿ ಅದಕ್ಕೆಲ್ಲ: [686, 1765, 864, 1971]
photo-face: [652, 2203, 695, 2258]
headline-black: ಯಾರ್ಯಾರು ಏನೆಲ್ಲಾ ಮಾಡಿದ್ದಾರೆ,: [1143, 1822, 1481, 1857]
paragraph: ರಾಜನಾಥ್ ಸಿಂಗ್‌ಗೆ ಕಳೆದ ಬಾರಿಯಂತೆ ಈ ಬಾರಿಯೂ ರಕ್ಷಣಾ ಖಾತೆ ನೀಡಲಾಗಿದೆ. ಅಶ್ವಿನಿ ವೈಷ್ಣವ್‌ಗೆ ಮಾಹಿತಿ ಹಾಗೂ ತಂತ್ರಜ್ಞಾನ ಖಾತೆ ಜೊತೆಗೆ ರೈಲ್ವೇ ಖಾತೆ ನೀಡಲಾಗಿದೆ. ನಿರ್ಮಲಾ ಸೀತಾರಾಮನ್‌ಗೆ ಎರಡನೇ ಬಾರಿಗೆ ಹಣಕಾಸು ಖಾತೆ ಹಂಚಿಕೆ ಮಾಡಲಾಗಿದೆ. ಮನೋಹರ್ ಲಾಲ್ ಖಟ್ಟರ್‌ಗೆ ಇಂಧನ ಹಾಗೂ ವಸತಿ ಖಾತೆ ನೀಡಲಾಗಿದೆ.: [57, 400, 336, 484]
photo-glasses: [1400, 1380, 1432, 1406]
paragraph: ಜೆಡಿ (ಎಸ್) ಕೋರ್ ಕಮಿಟಿ ಸದಸ್ಯರಾದ ಸಿ.ವಿ. ಚಂದ್ರಶೇಖರ್ ಹಾಗೂ ಮಾಜಿ ಮಂತ್ರಿಗಳಾದ ವೆಂಕನಗೌಡ ನಾಡಗೌಡ ಅವರಿಂದ ಅವರು ಸನ್ಮಾನ ಸ್ವೀಕರಿಸಿ ಮಾತನಾಡಿದರು.: [32, 1329, 363, 1361]
byline: ಬದಲಾವಣೆ ಸುದ್ದಿ: [1116, 1955, 1201, 1972]
list-item: • ಕೀರ್ತಿವರ್ಧನ್ ಸಿಂಗ್: ಪರಿಸರ, ಹವಾಮಾನ ಬದಲಾವಣೆ, ವಿದೇಶಾಂಗ ಖಾತೆ: [948, 684, 1221, 719]
shivraj-headline: [371, 1659, 1075, 1757]
paragraph: ನರೇಂದ್ರ ಮೋದಿ ಅವರು ಪ್ರಧಾನಿಯಾಗಿ ಪ್ರಮಾಣವಚನ ಸ್ವೀಕರಿಸಿದ ಬೆನ್ನಲ್ಲೇ ನೂತನ ಸಚಿವರಿಗೆ ಖಾತೆ ಹಂಚಿಕೆ (Portfolios) ಮಾಡಿದ್ದಾರೆ. ನಿತಿನ್ ಗಡ್ಕರಿಗೆ ತಮ್ಮ ರಸ್ತೆ ಹಾಗೂ ಸಾರಿಗೆ ಸಚಿವಾಲಯ ಖಾತೆಯನ್ನು ಉಳಿಸಿಕೊಂಡಿದ್ದಾರೆ. ಇನ್ನು ಎಸ್ ಜೈಶಂಕರ್ ತಮ್ಮ ವಿದೇಶಾಂಗ ಸಚಿವ ಖಾತೆ ಉಳಿಸಿಕೊಂಡಿದ್ದಾರೆ. ಗೃಹ ಖಾತೆಯಲ್ಲೂ ಯಾವುದೇ ಬದಲಾವಣೆ ಮಾಡಿಲ್ಲ. ಅಮಿತ್ ಶಾ ಈ ಬಾರಿಯೂ ಗೃಹ ಸಚಿವರಾಗಿ ಮುಂದುವರಿಯಲಿದ್ದಾರೆ.: [57, 296, 333, 397]
list-item: • ನಿಮುಬೇನ್ ಜಯಂತಿಭಾಯ್ ಬಮ್ಭಾನಿಯಾ: ಆಹಾರ ನಾಗರೀಕರ ಸರಬರಾಜು: [1229, 608, 1501, 643]
sonakshi-col-3: [743, 2169, 1075, 2239]
list-item: • ಡಾ.ಎಲ್.ಮುರುಗನ್: ಮಾಹಿತಿ ಪ್ರಸಾರ, ಸಂಸದೀಯ ವ್ಯವಹಾರ: [1229, 330, 1501, 348]
paragraph: ಮತ್ತೊಂದು ಬಾಲಿವುಡ್ ಮದುವೆಗೆ ಸಿದ್ಧವಾಗಿದೆ ವೇದಿಕೆ. ವರದಿಯ ಪ್ರಕಾರ, ಸೋನಾಕ್ಷಿ ಸಿನ್ಹಾ ತನ್ನ ಗೆಳೆಯ ಜಹೀರ್ ಇಕ್ಬಾಲ್ ಅವರೊಂದಿಗೆ ಹಸೆಮಣೆ ಏರಲು ಸಜ್ಜಾಗಿದ್ದಾರೆ. ಈ ಜೋಡಿಗಳು ಜೂನ್ 23 ರಂದು ಮದುವೆಯಾಗಲಿದ್ದಾರೆ ಎಂದು ವರದಿಯಾಗಿದೆ.ಸೋನಾಕ್ಷಿ ಮತ್ತು: [368, 2188, 498, 2341]
byline: ಬದಲಾವಣೆ ಸುದ್ದಿ: [160, 277, 246, 294]
cabinet-col-3: [650, 594, 934, 956]
paragraph: ರಾಜಕಾರಣವೆಂದರೆ ಅಧಿಕಾರವಲ್ಲ, ಅಧಿಕಾರಕ್ಕಾಗಿ ತಾನು ಯಾವತ್ತೂ ಹಾತೊರೆದವನಲ್ಲ, ನಿಮ್ಮಲ್ಲಿ ಒಬ್ಬನಾಗಿ ಕೆಲಸ ಮಾಡುತ್ತೇನೆ ಎಂದು ಹೇಳುವಾಗ ಸುರೇಶ್ ಭಾವುಕರಾದರು. ನಿಮ್ಮೆಲ್ಲರ ಆಶೀರ್ವಾದದಿಂದ ರಾಜ್ಯದಲ್ಲಿ ಕಾಂಗ್ರೆಸ್ ಸರ್ಕಾರ ಅಧಿಕಾರದಲ್ಲಿದೆ. ಮುಖ್ಯಮಂತ್ರಿ ಸಿದ್ದರಾಮಯ್ಯ ಮತ್ತು ಶಿವಕುಮಾರ್ ಅತ್ಯುತ್ತಮ ಕೆಲಸಗಳನ್ನು ಮಾಡುತ್ತಿದ್ದಾರೆ ಅವರೊಂದಿಗೆ ಕೈ ಜೋಡಿಸಿ ತಾನು ಕೆಲಸ ಮಾಡುವುದಾಗಿ ಸುರೇಶ್ ಹೇಳಿದರು. ಬೆಂಗಳೂರು ಗ್ರಾಮಾಂತರ ಕ್ಷೇತ್ರದಲ್ಲಿ ಜೆಡಿಎಸ್ ಗೆದ್ದಿಲ್ಲ, ಬಿಜೆಪಿಯೂ ಗೆದ್ದಿಲ್ಲ, ನನ್ನ ಮೇಲಿನ ಆಕ್ರೋಶ ಗೆಲುವು ಸಾಧಿಸಿದೆ ಎಂದು ಅವರು ಹೇಳಿದರು.: [1343, 2026, 1531, 2249]
party-col-2: [386, 1493, 710, 1563]
paragraph: ನಾನು ರಿಯಲ್ ಲೈಫ್‌ನಲ್ಲಿ ಬಣ್ಣ ಹಚ್ಚಿಲ್ಲ. ನನ್ನ ಹೆಂಡತಿ ಗೆಲ್ಲಲಿ ಎಂದು ಆಸೆ ಪಟ್ಟಿದ್ದು ತಪ್ಪಾ? ಸೋತಿದ್ದು ಬೇಸರವಾಯಿತು ಎಂದು ನಟ ಶಿವರಾಜ್ ಕುಮಾರ್ ಹೇಳಿದ್ದಾರೆ.: [370, 1783, 527, 1849]
paragraph: ಕೊಪ್ಪಳ ಲೋಕಸಭಾ ಕ್ಷೇತ್ರದಲ್ಲಿ ಜೆಡಿ (ಎಸ್) - ಬಿಜೆಪಿ ಮೈತ್ರಿ ಅತ್ಯಂತ ಪರಿಣಾಮಕಾರಿಯಾಗಿ ಕೆಲಸ ಮಾಡಿದೆ. ರಾಜ್ಯ ಮುಂದಿನ ದಿನಗಳಲ್ಲಿ ಹಲವಾರು ಚುನಾವಣೆಗಳನ್ನು ಕಾಣಲಿದೆ. ಕೊಪ್ಪಳ ಹಾಗೂ ರಾಯಚೂರು ಜಿಲ್ಲೆಯಲ್ಲಿ ನಿರಂತರವಾಗಿ ನಾಯಕರು ಜನ ಸಂಪರ್ಕದಲ್ಲಿದ್ದು ಪಕ್ಷವನ್ನು ಸಂಘಟಿಸಬೇಕು ಎಂದು ಹೇಳಿದರು.: [32, 1364, 348, 1430]
list-item: • ರವನೀತ್ ಸಿಂಗ್ : ರೈಲ್ವೇ, ಫುಡ್ ಪ್ರೊಸೆಸಿಂಗ್: [1229, 452, 1501, 469]
cabinet-list-3: [650, 612, 934, 872]
hdk-felicitation-photo: [386, 1249, 710, 1486]
list-item: • ಮುರಳೀಧರ ಮೊಹೋಲ್: ವಿಮಾನಯಾನ: [1229, 643, 1501, 661]
list-item: ಡಾ. ಜಿತೇಂದ್ರ ಸಿಂಗ್ : ವಿಜ್ಞಾನ ಹಾಗೂ ತಂತ್ರಜ್ಞಾನ ರಾಜ್ಯ ಖಾತೆ: [973, 297, 1210, 311]
headline-red: ತಪ್ಪಾ?:: [534, 1712, 625, 1753]
dk-suresh-col-1: [1090, 1955, 1226, 2320]
list-item: • ಹೆಚ್ ಡಿ ಕುಮಾರಸ್ವಾಮಿ: ಉಕ್ಕು ಮತ್ತು ಬೃಹತ್ ಕೈಗಾರಿಕೆ: [357, 681, 642, 699]
cabinet-col-5: [1229, 278, 1501, 695]
list-item: • ವಿ.ಸೋಮಣ್ಣ: ಜಲ ಶಕ್ತಿ ಹಾಗೂ ರೈಲ್ವೇ: [948, 597, 1221, 615]
cabinet-list-1: [57, 700, 349, 770]
list-item: • ಸುಕಾಂತ ಮಜುಂದಾರ್: ಶಿಕ್ಷಣ, ಈಶಾನ್ಯ ರಾಜ್ಯ ಅಭಿವೃದ್ಧಿ: [1229, 504, 1501, 522]
sonakshi-col-1: [368, 2169, 499, 2343]
paragraph: ಲೈಂಗಿಕ ದೌರ್ಜನ್ಯ ಪ್ರಕರಣಕ್ಕೆ ಸಂಬಂಧಿಸಿದಂತೆ ಹಾಸನ ಮಾಜಿ ಸಂಸದ ಪ್ರಜ್ವಲ್ ರೇವಣ್ಣಗೆ ನ್ಯಾಯಾಂಗ ಬಂಧನ ವಿಧಿಸಿ ಕೋರ್ಟ್ ಆದೇಶ ಹೊರಡಿಸಿದೆ. ಎಸ್‌ಐಟಿ ಕಸ್ಟಡಿ ಅವಧಿ ಮುಗಿದ ಹಿನ್ನೆಲೆ ಅವರನ್ನು ಕೋರ್ಟ್‌ಗೆ ಹಾಜರು ಪಡಿಸಲಾಗಿತ್ತು. ಇದೀಗ ಬೆಂಗಳೂರಿನ 42ನೇ ಎಸಿಎಂ ನ್ಯಾಯಾಲಯವು ಜೂನ್ 24 ರ ವರೆಗೆ ನ್ಯಾಯಾಂಗ ಬಂಧನ ವಿಧಿಸಿ ಆದೇಶ ಹೊರಡಿಸಿದೆ.: [16, 1938, 356, 2021]
list-item: • ಪಿಯೂಷ್ ಗೋಯಲ್: ವಾಣಿಜ್ಯ ಖಾತೆ: [357, 699, 642, 716]
photo-face: [450, 1321, 506, 1388]
list-item: • ಕಿರಣ್ ರಿಜಿಜು: ಸಂಸದೀಯ ವ್ಯವಹಾರ: [650, 751, 934, 768]
list-item: • ಶ್ರೀಪಾದ್ ನಾಯ್ಕ್:ಇಂಧನ, ನವೀಕರಿಸಬಹುದಾದ ಇಂಧನ ಖಾತೆ: [948, 458, 1221, 476]
list-item: • ಶಂತನು ಠಾಕೂರ್: ಬಂದರು ಹಾಗೂ ಜಲಸಾರಿಗೆ: [1229, 278, 1501, 296]
independent-list: [948, 278, 1221, 382]
list-item: • ಅಮಿತ್ ಶಾ: ಗೃಹ ಖಾತೆ: [57, 718, 349, 735]
